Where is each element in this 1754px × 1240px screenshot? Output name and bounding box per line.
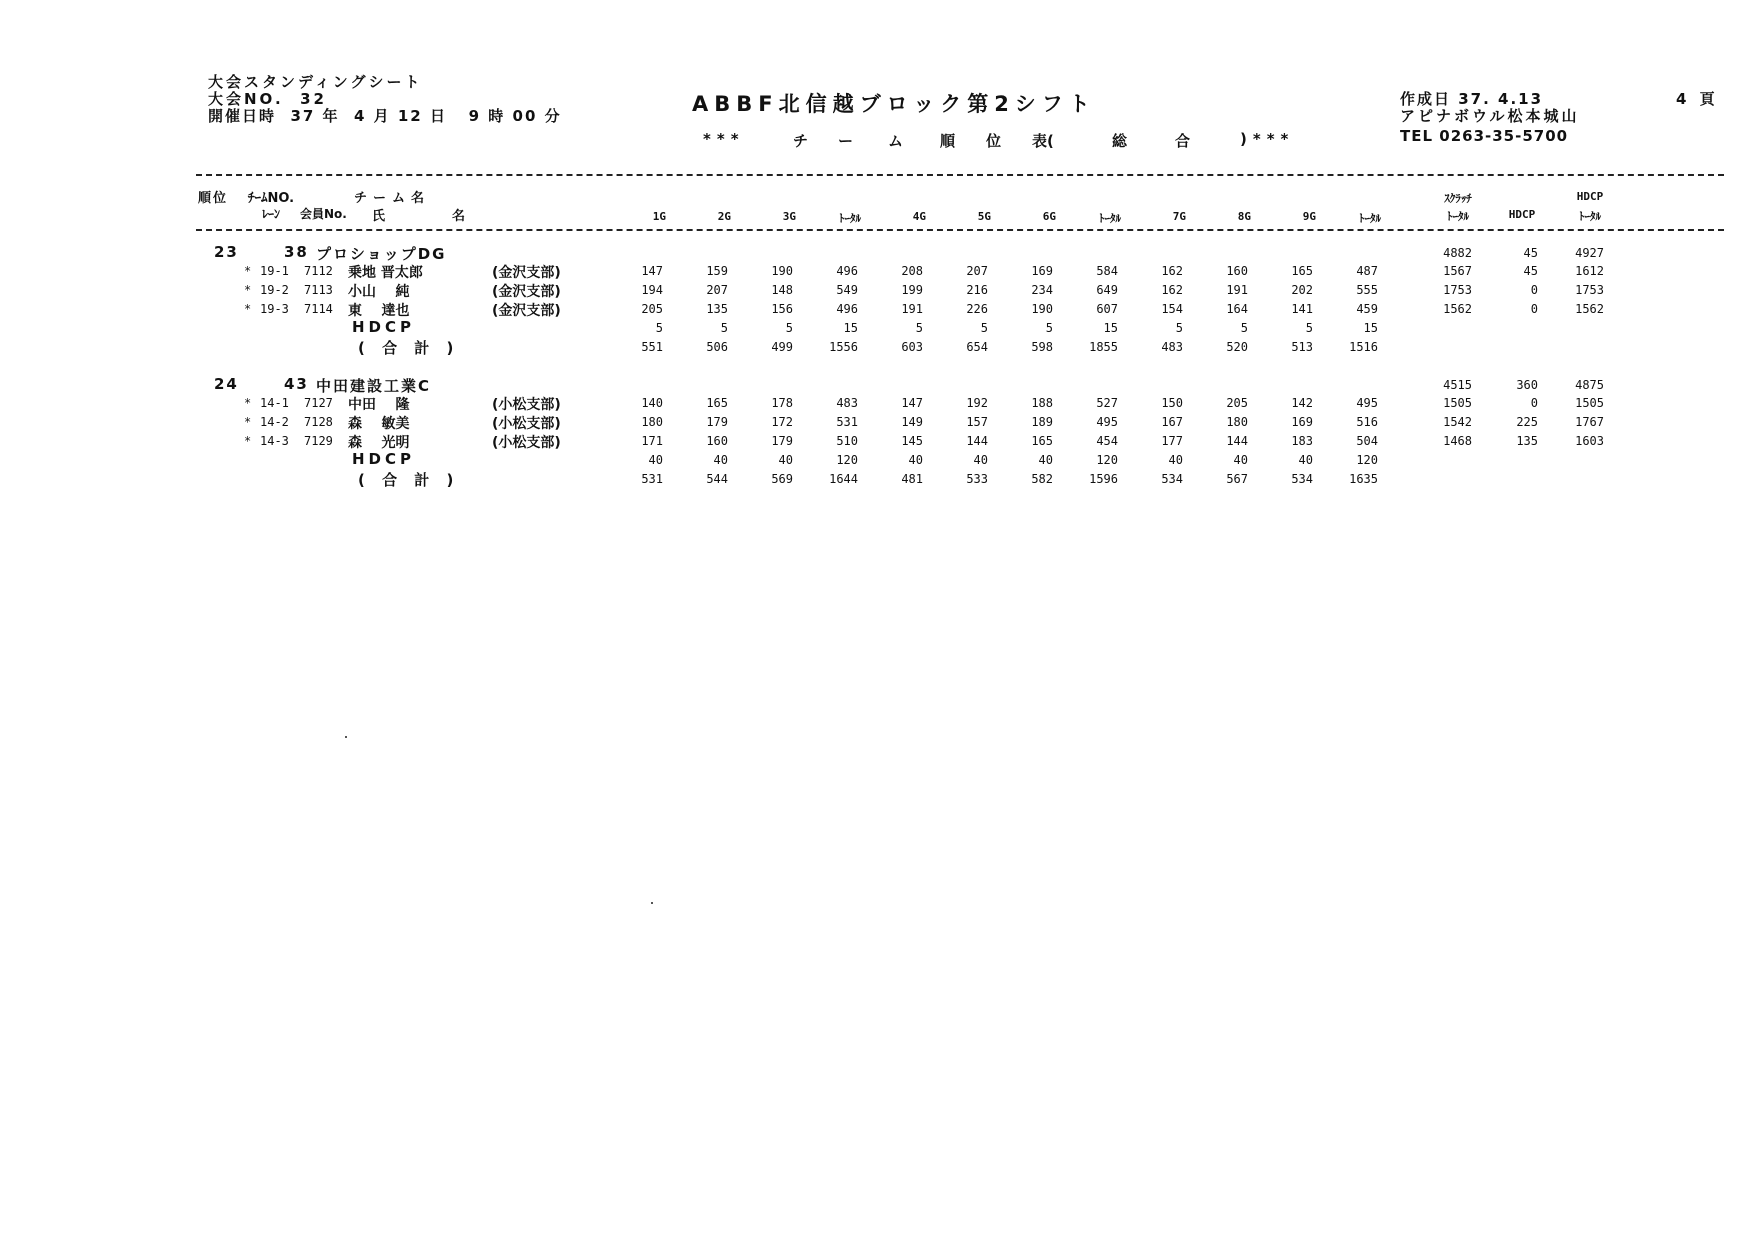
score-4g: 149 — [901, 415, 923, 429]
score-total-2: 454 — [1096, 434, 1118, 448]
total-4g: 481 — [901, 472, 923, 486]
score-total-3: 516 — [1356, 415, 1378, 429]
total-1g: 551 — [641, 340, 663, 354]
col-total-1: ﾄｰﾀﾙ — [839, 212, 861, 225]
member-mark: * — [244, 396, 252, 410]
score-total-2: 649 — [1096, 283, 1118, 297]
score-total-3: 504 — [1356, 434, 1378, 448]
score-8g: 144 — [1226, 434, 1248, 448]
member-number: 7128 — [304, 415, 333, 429]
subtitle-part: ー — [838, 132, 854, 150]
member-hdcp-total: 1753 — [1575, 283, 1604, 297]
page-number: 4 頁 — [1676, 90, 1719, 108]
col-8g: 8G — [1237, 210, 1251, 223]
member-hdcp: 225 — [1516, 415, 1538, 429]
score-8g: 191 — [1226, 283, 1248, 297]
col-total-2: ﾄｰﾀﾙ — [1099, 212, 1121, 225]
score-1g: 205 — [641, 302, 663, 316]
score-total-2: 584 — [1096, 264, 1118, 278]
total-8g: 520 — [1226, 340, 1248, 354]
score-7g: 162 — [1161, 264, 1183, 278]
score-4g: 145 — [901, 434, 923, 448]
score-6g: 190 — [1031, 302, 1053, 316]
score-8g: 160 — [1226, 264, 1248, 278]
scan-speck — [345, 736, 347, 738]
score-1g: 171 — [641, 434, 663, 448]
score-8g: 205 — [1226, 396, 1248, 410]
score-6g: 189 — [1031, 415, 1053, 429]
team-number: 43 — [284, 375, 309, 393]
member-hdcp-total: 1612 — [1575, 264, 1604, 278]
score-2g: 135 — [706, 302, 728, 316]
score-total-3: 459 — [1356, 302, 1378, 316]
member-lane: 14-1 — [260, 396, 289, 410]
hdcp-3g: 40 — [778, 453, 793, 467]
hdcp-9g: 40 — [1298, 453, 1313, 467]
member-name: 小山 純 — [348, 284, 410, 300]
score-5g: 207 — [966, 264, 988, 278]
score-7g: 167 — [1161, 415, 1183, 429]
team-hdcp-total: 4927 — [1575, 246, 1604, 260]
header-rule-top — [196, 174, 1724, 176]
hdcp-total-3: 15 — [1363, 321, 1378, 335]
score-2g: 165 — [706, 396, 728, 410]
score-3g: 179 — [771, 434, 793, 448]
member-number: 7127 — [304, 396, 333, 410]
score-total-1: 496 — [836, 264, 858, 278]
member-mark: * — [244, 434, 252, 448]
total-total-3: 1635 — [1349, 472, 1378, 486]
subtitle-part: *** — [703, 130, 745, 148]
member-scratch-total: 1567 — [1443, 264, 1472, 278]
hdcp-6g: 40 — [1038, 453, 1053, 467]
score-5g: 144 — [966, 434, 988, 448]
col-team-no: ﾁｰﾑNO. — [248, 191, 295, 206]
team-name: プロショップDG — [316, 245, 447, 263]
total-4g: 603 — [901, 340, 923, 354]
member-branch: (小松支部) — [492, 416, 561, 432]
score-4g: 208 — [901, 264, 923, 278]
hdcp-8g: 40 — [1233, 453, 1248, 467]
total-1g: 531 — [641, 472, 663, 486]
col-hdcp-total-bottom: ﾄｰﾀﾙ — [1579, 210, 1601, 223]
hdcp-4g: 5 — [915, 321, 923, 335]
member-hdcp: 45 — [1523, 264, 1538, 278]
score-total-2: 607 — [1096, 302, 1118, 316]
header-line-2: 大会NO. 32 — [208, 90, 327, 108]
total-8g: 567 — [1226, 472, 1248, 486]
score-6g: 188 — [1031, 396, 1053, 410]
team-name: 中田建設工業C — [316, 377, 432, 395]
header-line-1: 大会スタンディングシート — [208, 73, 423, 91]
hdcp-8g: 5 — [1240, 321, 1248, 335]
hdcp-7g: 40 — [1168, 453, 1183, 467]
col-member-no: 会員No. — [300, 207, 347, 221]
score-3g: 172 — [771, 415, 793, 429]
member-name: 東 達也 — [348, 303, 410, 319]
hdcp-4g: 40 — [908, 453, 923, 467]
score-3g: 178 — [771, 396, 793, 410]
score-3g: 148 — [771, 283, 793, 297]
col-5g: 5G — [977, 210, 991, 223]
score-9g: 202 — [1291, 283, 1313, 297]
score-total-3: 495 — [1356, 396, 1378, 410]
hdcp-label: HDCP — [352, 450, 416, 468]
score-6g: 169 — [1031, 264, 1053, 278]
total-5g: 533 — [966, 472, 988, 486]
score-total-3: 555 — [1356, 283, 1378, 297]
score-7g: 154 — [1161, 302, 1183, 316]
col-scratch-top: ｽｸﾗｯﾁ — [1444, 192, 1472, 205]
score-total-2: 495 — [1096, 415, 1118, 429]
total-label: ( 合 計 ) — [358, 471, 460, 489]
score-1g: 194 — [641, 283, 663, 297]
member-lane: 19-3 — [260, 302, 289, 316]
subtitle-part: 総 — [1112, 132, 1128, 150]
score-3g: 190 — [771, 264, 793, 278]
member-number: 7113 — [304, 283, 333, 297]
hdcp-3g: 5 — [785, 321, 793, 335]
subtitle-part: 位 — [986, 132, 1002, 150]
score-1g: 180 — [641, 415, 663, 429]
score-9g: 183 — [1291, 434, 1313, 448]
member-name: 森 敏美 — [348, 416, 410, 432]
venue-tel: TEL 0263-35-5700 — [1400, 127, 1569, 145]
member-mark: * — [244, 415, 252, 429]
member-lane: 14-2 — [260, 415, 289, 429]
score-total-3: 487 — [1356, 264, 1378, 278]
member-branch: (金沢支部) — [492, 265, 561, 281]
member-scratch-total: 1562 — [1443, 302, 1472, 316]
hdcp-5g: 40 — [973, 453, 988, 467]
hdcp-label: HDCP — [352, 318, 416, 336]
team-rank: 24 — [214, 375, 239, 393]
col-4g: 4G — [912, 210, 926, 223]
score-6g: 165 — [1031, 434, 1053, 448]
score-3g: 156 — [771, 302, 793, 316]
hdcp-5g: 5 — [980, 321, 988, 335]
member-branch: (金沢支部) — [492, 303, 561, 319]
member-name: 中田 隆 — [348, 397, 410, 413]
col-team-name: チーム名 — [354, 191, 431, 206]
col-3g: 3G — [782, 210, 796, 223]
subtitle-part: 表( — [1032, 132, 1054, 150]
subtitle-part: チ — [793, 132, 809, 150]
member-hdcp-total: 1603 — [1575, 434, 1604, 448]
total-3g: 569 — [771, 472, 793, 486]
total-9g: 534 — [1291, 472, 1313, 486]
score-7g: 162 — [1161, 283, 1183, 297]
score-4g: 191 — [901, 302, 923, 316]
score-5g: 226 — [966, 302, 988, 316]
hdcp-total-3: 120 — [1356, 453, 1378, 467]
col-6g: 6G — [1042, 210, 1056, 223]
hdcp-total-2: 15 — [1103, 321, 1118, 335]
team-scratch-total: 4515 — [1443, 378, 1472, 392]
member-scratch-total: 1468 — [1443, 434, 1472, 448]
member-name: 乗地 晋太郎 — [348, 265, 423, 281]
col-2g: 2G — [717, 210, 731, 223]
team-rank: 23 — [214, 243, 239, 261]
total-5g: 654 — [966, 340, 988, 354]
score-9g: 142 — [1291, 396, 1313, 410]
team-hdcp: 45 — [1523, 246, 1538, 260]
col-scratch-bottom: ﾄｰﾀﾙ — [1447, 210, 1469, 223]
member-number: 7129 — [304, 434, 333, 448]
total-9g: 513 — [1291, 340, 1313, 354]
score-9g: 169 — [1291, 415, 1313, 429]
total-total-3: 1516 — [1349, 340, 1378, 354]
member-mark: * — [244, 283, 252, 297]
col-hdcp: HDCP — [1508, 208, 1536, 221]
member-scratch-total: 1542 — [1443, 415, 1472, 429]
score-5g: 192 — [966, 396, 988, 410]
subtitle-part: )*** — [1240, 130, 1295, 148]
hdcp-1g: 40 — [648, 453, 663, 467]
hdcp-9g: 5 — [1305, 321, 1313, 335]
team-hdcp: 360 — [1516, 378, 1538, 392]
subtitle-part: 合 — [1175, 132, 1191, 150]
member-hdcp: 0 — [1530, 396, 1538, 410]
score-8g: 164 — [1226, 302, 1248, 316]
score-total-2: 527 — [1096, 396, 1118, 410]
member-lane: 14-3 — [260, 434, 289, 448]
score-6g: 234 — [1031, 283, 1053, 297]
member-branch: (小松支部) — [492, 397, 561, 413]
member-hdcp: 0 — [1530, 302, 1538, 316]
score-total-1: 510 — [836, 434, 858, 448]
score-2g: 159 — [706, 264, 728, 278]
hdcp-total-2: 120 — [1096, 453, 1118, 467]
hdcp-2g: 5 — [720, 321, 728, 335]
member-lane: 19-1 — [260, 264, 289, 278]
score-8g: 180 — [1226, 415, 1248, 429]
score-2g: 160 — [706, 434, 728, 448]
total-total-2: 1855 — [1089, 340, 1118, 354]
score-total-1: 549 — [836, 283, 858, 297]
score-4g: 147 — [901, 396, 923, 410]
total-7g: 483 — [1161, 340, 1183, 354]
member-lane: 19-2 — [260, 283, 289, 297]
hdcp-7g: 5 — [1175, 321, 1183, 335]
score-1g: 147 — [641, 264, 663, 278]
header-line-3: 開催日時 37 年 4 月 12 日 9 時 00 分 — [208, 107, 562, 125]
member-hdcp-total: 1767 — [1575, 415, 1604, 429]
total-label: ( 合 計 ) — [358, 339, 460, 357]
col-name-1: 氏 — [372, 209, 388, 224]
hdcp-1g: 5 — [655, 321, 663, 335]
team-hdcp-total: 4875 — [1575, 378, 1604, 392]
col-rank: 順位 — [198, 191, 229, 206]
score-1g: 140 — [641, 396, 663, 410]
member-branch: (小松支部) — [492, 435, 561, 451]
member-branch: (金沢支部) — [492, 284, 561, 300]
total-2g: 544 — [706, 472, 728, 486]
hdcp-total-1: 120 — [836, 453, 858, 467]
member-mark: * — [244, 264, 252, 278]
hdcp-2g: 40 — [713, 453, 728, 467]
created-date: 作成日 37. 4.13 — [1400, 90, 1544, 108]
col-lane: ﾚｰﾝ — [262, 207, 281, 221]
col-7g: 7G — [1172, 210, 1186, 223]
member-hdcp-total: 1505 — [1575, 396, 1604, 410]
member-number: 7112 — [304, 264, 333, 278]
member-mark: * — [244, 302, 252, 316]
total-total-1: 1556 — [829, 340, 858, 354]
col-1g: 1G — [652, 210, 666, 223]
member-scratch-total: 1753 — [1443, 283, 1472, 297]
score-4g: 199 — [901, 283, 923, 297]
score-7g: 150 — [1161, 396, 1183, 410]
team-scratch-total: 4882 — [1443, 246, 1472, 260]
score-total-1: 483 — [836, 396, 858, 410]
subtitle-part: 順 — [940, 132, 956, 150]
score-9g: 141 — [1291, 302, 1313, 316]
member-hdcp: 135 — [1516, 434, 1538, 448]
total-2g: 506 — [706, 340, 728, 354]
member-hdcp-total: 1562 — [1575, 302, 1604, 316]
total-total-2: 1596 — [1089, 472, 1118, 486]
score-2g: 179 — [706, 415, 728, 429]
header-rule-bottom — [196, 229, 1724, 231]
score-total-1: 531 — [836, 415, 858, 429]
total-6g: 582 — [1031, 472, 1053, 486]
hdcp-total-1: 15 — [843, 321, 858, 335]
member-scratch-total: 1505 — [1443, 396, 1472, 410]
score-total-1: 496 — [836, 302, 858, 316]
team-number: 38 — [284, 243, 309, 261]
score-7g: 177 — [1161, 434, 1183, 448]
score-2g: 207 — [706, 283, 728, 297]
score-5g: 157 — [966, 415, 988, 429]
scan-speck — [651, 902, 653, 904]
score-9g: 165 — [1291, 264, 1313, 278]
hdcp-6g: 5 — [1045, 321, 1053, 335]
member-number: 7114 — [304, 302, 333, 316]
col-9g: 9G — [1302, 210, 1316, 223]
document-title: ABBF北信越ブロック第2シフト — [692, 92, 1096, 116]
total-7g: 534 — [1161, 472, 1183, 486]
col-total-3: ﾄｰﾀﾙ — [1359, 212, 1381, 225]
member-hdcp: 0 — [1530, 283, 1538, 297]
total-3g: 499 — [771, 340, 793, 354]
venue-name: アピナボウル松本城山 — [1400, 107, 1580, 125]
member-name: 森 光明 — [348, 435, 410, 451]
score-5g: 216 — [966, 283, 988, 297]
col-name-2: 名 — [452, 209, 468, 224]
total-6g: 598 — [1031, 340, 1053, 354]
col-hdcp-total-top: HDCP — [1576, 190, 1604, 203]
subtitle-part: ム — [888, 132, 904, 150]
total-total-1: 1644 — [829, 472, 858, 486]
